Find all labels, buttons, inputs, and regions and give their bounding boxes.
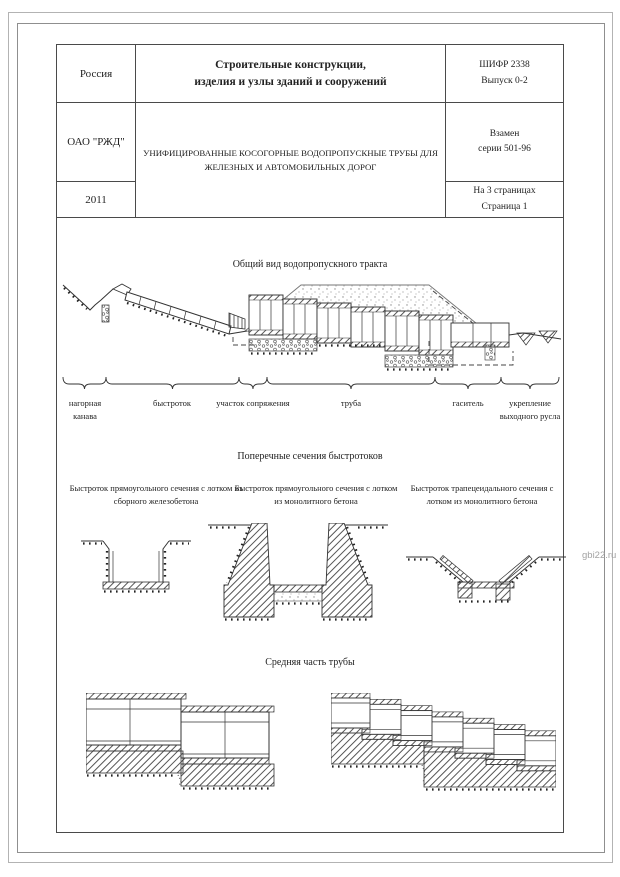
- series-heading-cell: [136, 45, 445, 103]
- cipher-cell: [446, 45, 563, 103]
- title-block-left-column: [57, 45, 136, 218]
- caption-precast-rect: Быстроток прямоугольного сечения с лотком из сборного железобетона: [69, 483, 243, 507]
- replaces-line1: Взамен: [489, 128, 520, 139]
- pages-cell: [446, 182, 563, 218]
- label-chute: быстроток: [153, 398, 191, 408]
- label-upland-ditch: нагорная канава: [68, 398, 102, 421]
- sheet-content: [56, 44, 564, 833]
- country-cell: Россия: [57, 45, 135, 103]
- cross-section-monolithic-drawing: [208, 523, 388, 623]
- organization-cell: ОАО "РЖД": [57, 103, 135, 182]
- series-heading-line2: изделия и узлы зданий и сооружений: [194, 75, 387, 88]
- replaces-line2: серии 501-96: [478, 144, 531, 154]
- cross-section-precast-drawing: [81, 529, 191, 607]
- label-outlet-channel: укрепление выходного русла: [499, 398, 561, 421]
- document-title-cell: [136, 103, 445, 218]
- pages-line2: Страница 1: [481, 201, 528, 212]
- title-block: [57, 45, 563, 218]
- series-heading-line1: Строительные конструкции,: [215, 58, 366, 71]
- pages-line1: На 3 страницах: [473, 186, 536, 197]
- caption-trapezoidal: Быстроток трапецеидального сечения с лотком из монолитного бетона: [410, 483, 554, 507]
- cross-section-trapezoidal-drawing: [406, 537, 566, 609]
- cipher-line2: Выпуск 0-2: [481, 75, 528, 86]
- watermark-text: gbi22.ru: [582, 550, 617, 561]
- general-view-title: Общий вид водопропускного тракта: [232, 259, 388, 270]
- label-damper: гаситель: [452, 398, 484, 408]
- title-block-right-column: [446, 45, 563, 218]
- title-block-middle-column: [136, 45, 446, 218]
- label-pipe: труба: [340, 398, 362, 408]
- year-cell: 2011: [57, 182, 135, 218]
- document-title: УНИФИЦИРОВАННЫЕ КОСОГОРНЫЕ ВОДОПРОПУСКНЫЕ ТРУБЫ ДЛЯ ЖЕЛЕЗНЫХ И АВТОМОБИЛЬНЫХ ДОРОГ: [143, 147, 438, 172]
- cipher-line1: ШИФР 2338: [479, 60, 530, 71]
- general-view-drawing: [61, 279, 561, 393]
- pipe-middle-large-drawing: [86, 693, 276, 795]
- caption-monolithic-rect: Быстроток прямоугольного сечения с лотком из монолитного бетона: [234, 483, 398, 507]
- replaces-cell: [446, 103, 563, 182]
- cross-sections-title: Поперечные сечения быстротоков: [237, 451, 383, 462]
- label-junction: участок сопряжения: [216, 398, 290, 408]
- section-braces: [63, 377, 559, 389]
- pipe-middle-title: Средняя часть трубы: [265, 657, 355, 668]
- pipe-middle-small-drawing: [331, 693, 556, 793]
